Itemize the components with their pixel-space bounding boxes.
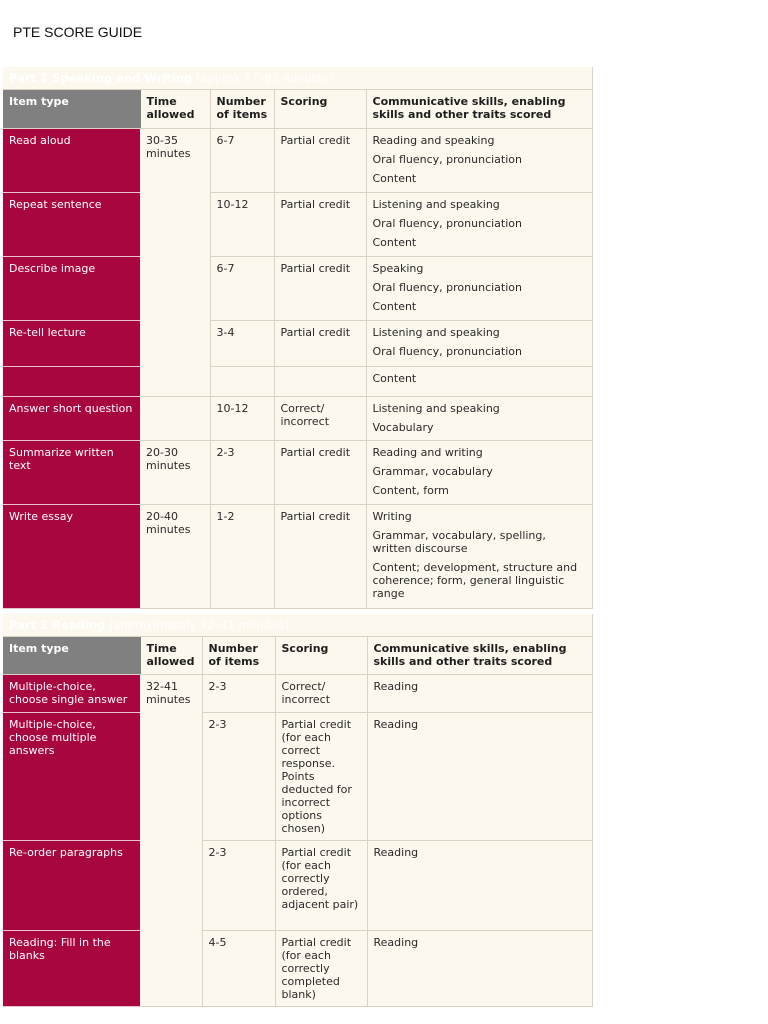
item-type-cell: Multiple-choice, choose single answer [3,675,140,713]
skill-line: Oral fluency, pronunciation [372,217,522,230]
number-of-items-cell: 3-4 [210,321,274,367]
skill-line: Oral fluency, pronunciation [372,153,522,166]
skill-line: Grammar, vocabulary, spelling, written discourse [372,529,546,555]
scoring-cell: Correct/ incorrect [274,397,366,441]
item-type-cell: Re-tell lecture [3,321,140,367]
table-row [3,713,592,841]
time-allowed-cell: 20-40 minutes [140,505,210,609]
skill-line: Listening and speaking [372,402,500,415]
skill-line: Oral fluency, pronunciation [372,281,522,294]
scoring-cell: Partial credit (for each correctly ordered, adjacent pair) [275,841,367,931]
scoring-cell: Correct/ incorrect [275,675,367,713]
table-row [3,129,592,193]
skills-cell [366,367,592,397]
header-skills: Communicative skills, enabling skills and other traits scored [366,90,592,129]
skill-line: Reading and speaking [372,134,495,147]
skills-cell [366,129,592,193]
time-allowed-cell: 30-35 minutes [140,129,210,397]
table-row [3,931,592,1007]
item-type-cell: Repeat sentence [3,193,140,257]
scoring-cell: Partial credit [274,257,366,321]
skill-line: Content [372,372,417,385]
scoring-cell: Partial credit [274,193,366,257]
number-of-items-cell: 10-12 [210,397,274,441]
header-number-of-items: Number of items [202,637,275,675]
skill-line: Content, form [372,484,449,497]
skills-cell [366,193,592,257]
item-type-cell: Answer short question [3,397,140,441]
item-type-cell: Read aloud [3,129,140,193]
part1-subtitle: (approx 77–93 minutes) [195,71,334,85]
skills-cell: Reading [367,713,592,841]
item-type-cell: Write essay [3,505,140,609]
skills-cell [366,505,592,609]
part2-column-headers [3,637,592,675]
skills-cell [366,257,592,321]
part2-title: Part 2 Reading [9,618,106,632]
skills-cell [366,441,592,505]
part1-header [3,67,592,90]
number-of-items-cell: 1-2 [210,505,274,609]
item-type-cell: Reading: Fill in the blanks [3,931,140,1007]
header-number-of-items: Number of items [210,90,274,129]
table-row [3,321,592,367]
number-of-items-cell: 2-3 [202,713,275,841]
table-row [3,505,592,609]
skill-line: Content [372,172,417,185]
header-item-type: Item type [3,90,140,129]
number-of-items-cell: 2-3 [202,675,275,713]
skill-line: Content; development, structure and coherence; form, general linguistic range [372,561,578,600]
part2-title-cell [3,614,592,637]
scoring-cell: Partial credit [274,129,366,193]
skills-cell [366,321,592,367]
skill-line: Listening and speaking [372,326,500,339]
item-type-cell: Multiple-choice, choose multiple answers [3,713,140,841]
header-skills: Communicative skills, enabling skills and other traits scored [367,637,592,675]
header-time-allowed: Time allowed [140,90,210,129]
number-of-items-cell: 2-3 [210,441,274,505]
skill-line: Content [372,236,417,249]
table-row [3,193,592,257]
part2-table [3,614,593,1007]
table-row [3,257,592,321]
time-allowed-cell: 32-41 minutes [140,675,202,1007]
time-allowed-cell: 20-30 minutes [140,441,210,505]
skills-cell [366,397,592,441]
scoring-cell: Partial credit (for each correct response. Points deducted for incorrect options chosen) [275,713,367,841]
part2-header [3,614,592,637]
item-type-cell: Describe image [3,257,140,321]
skills-cell: Reading [367,675,592,713]
header-scoring: Scoring [275,637,367,675]
number-of-items-cell: 10-12 [210,193,274,257]
number-of-items-cell: 4-5 [202,931,275,1007]
scoring-cell: Partial credit [274,505,366,609]
part1-title-cell [3,67,592,90]
skill-line: Writing [372,510,412,523]
time-allowed-cell [140,397,210,441]
skill-line: Grammar, vocabulary [372,465,493,478]
item-type-cell [3,367,140,397]
number-of-items-cell: 6-7 [210,129,274,193]
number-of-items-cell: 2-3 [202,841,275,931]
skills-cell: Reading [367,931,592,1007]
header-time-allowed: Time allowed [140,637,202,675]
table-row [3,441,592,505]
skill-line: Listening and speaking [372,198,500,211]
item-type-cell: Summarize written text [3,441,140,505]
header-scoring: Scoring [274,90,366,129]
scoring-cell: Partial credit (for each correctly completed blank) [275,931,367,1007]
number-of-items-cell: 6-7 [210,257,274,321]
scoring-cell: Partial credit [274,441,366,505]
skill-line: Oral fluency, pronunciation [372,345,522,358]
item-type-cell: Re-order paragraphs [3,841,140,931]
document-title: PTE SCORE GUIDE [13,24,143,40]
table-row [3,397,592,441]
number-of-items-cell [210,367,274,397]
part1-table [3,67,593,609]
table-row [3,367,592,397]
skill-line: Content [372,300,417,313]
part2-subtitle: (approximately 32–41 minutes) [108,618,290,632]
skill-line: Speaking [372,262,424,275]
skill-line: Vocabulary [372,421,434,434]
table-row [3,841,592,931]
scoring-cell [274,367,366,397]
part1-title: Part 1 Speaking and Writing [9,71,193,85]
part1-column-headers [3,90,592,129]
skill-line: Reading and writing [372,446,483,459]
scoring-cell: Partial credit [274,321,366,367]
table-row [3,675,592,713]
skills-cell: Reading [367,841,592,931]
header-item-type: Item type [3,637,140,675]
